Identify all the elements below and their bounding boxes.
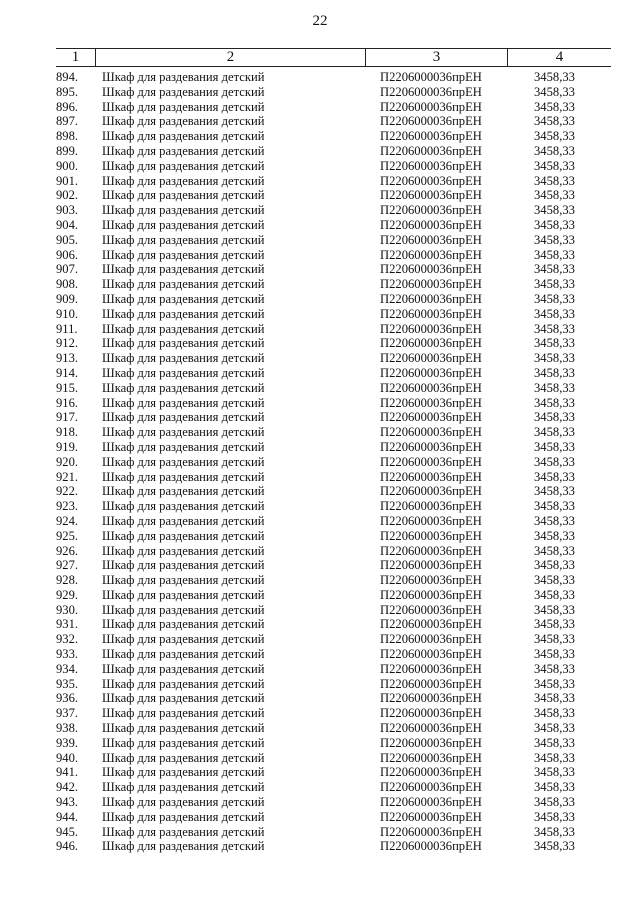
table-row [56,218,611,233]
item-name: Шкаф для раздевания детский [102,203,265,218]
table-row [56,751,611,766]
item-code: П2206000036прЕН [380,336,482,351]
table-row [56,647,611,662]
item-name: Шкаф для раздевания детский [102,735,265,750]
item-code: П2206000036прЕН [380,573,482,588]
item-name: Шкаф для раздевания детский [102,365,265,380]
item-name: Шкаф для раздевания детский [102,410,265,425]
item-code: П2206000036прЕН [380,188,482,203]
item-price: 3458,33 [534,84,575,99]
table-row [56,114,611,129]
item-price: 3458,33 [534,439,575,454]
item-code: П2206000036прЕН [380,721,482,736]
item-price: 3458,33 [534,765,575,780]
table-header [56,48,611,67]
row-number: 898. [56,129,79,144]
item-name: Шкаф для раздевания детский [102,454,265,469]
item-code: П2206000036прЕН [380,173,482,188]
header-col-4: 4 [555,49,564,65]
table-row [56,470,611,485]
item-name: Шкаф для раздевания детский [102,114,265,129]
table-row [56,603,611,618]
row-number: 929. [56,587,79,602]
table-row [56,233,611,248]
item-price: 3458,33 [534,750,575,765]
item-code: П2206000036прЕН [380,291,482,306]
item-code: П2206000036прЕН [380,602,482,617]
table-row [56,617,611,632]
item-name: Шкаф для раздевания детский [102,158,265,173]
item-code: П2206000036прЕН [380,765,482,780]
item-code: П2206000036прЕН [380,143,482,158]
item-name: Шкаф для раздевания детский [102,425,265,440]
item-price: 3458,33 [534,528,575,543]
row-number: 894. [56,70,79,84]
item-code: П2206000036прЕН [380,351,482,366]
item-code: П2206000036прЕН [380,70,482,84]
item-price: 3458,33 [534,158,575,173]
table-row [56,203,611,218]
item-code: П2206000036прЕН [380,129,482,144]
item-name: Шкаф для раздевания детский [102,380,265,395]
item-code: П2206000036прЕН [380,203,482,218]
row-number: 900. [56,158,79,173]
table-row [56,499,611,514]
item-code: П2206000036прЕН [380,543,482,558]
item-name: Шкаф для раздевания детский [102,839,265,854]
table-row [56,277,611,292]
item-name: Шкаф для раздевания детский [102,188,265,203]
row-number: 934. [56,661,79,676]
table-row [56,632,611,647]
item-name: Шкаф для раздевания детский [102,484,265,499]
item-name: Шкаф для раздевания детский [102,439,265,454]
item-code: П2206000036прЕН [380,528,482,543]
row-number: 939. [56,735,79,750]
row-number: 896. [56,99,79,114]
item-price: 3458,33 [534,824,575,839]
row-number: 903. [56,203,79,218]
row-number: 909. [56,291,79,306]
item-name: Шкаф для раздевания детский [102,780,265,795]
table-row [56,366,611,381]
row-number: 931. [56,617,79,632]
table-row [56,721,611,736]
row-number: 938. [56,721,79,736]
table-row [56,529,611,544]
row-number: 917. [56,410,79,425]
item-price: 3458,33 [534,410,575,425]
item-name: Шкаф для раздевания детский [102,765,265,780]
item-code: П2206000036прЕН [380,513,482,528]
item-code: П2206000036прЕН [380,839,482,854]
item-name: Шкаф для раздевания детский [102,291,265,306]
item-name: Шкаф для раздевания детский [102,469,265,484]
item-price: 3458,33 [534,587,575,602]
item-name: Шкаф для раздевания детский [102,321,265,336]
item-code: П2206000036прЕН [380,454,482,469]
row-number: 924. [56,513,79,528]
item-name: Шкаф для раздевания детский [102,795,265,810]
item-code: П2206000036прЕН [380,676,482,691]
item-price: 3458,33 [534,262,575,277]
table-row [56,336,611,351]
item-name: Шкаф для раздевания детский [102,306,265,321]
item-price: 3458,33 [534,661,575,676]
table-row [56,129,611,144]
item-code: П2206000036прЕН [380,632,482,647]
item-code: П2206000036прЕН [380,425,482,440]
item-code: П2206000036прЕН [380,380,482,395]
item-name: Шкаф для раздевания детский [102,173,265,188]
item-code: П2206000036прЕН [380,306,482,321]
item-name: Шкаф для раздевания детский [102,143,265,158]
item-price: 3458,33 [534,632,575,647]
item-price: 3458,33 [534,351,575,366]
item-price: 3458,33 [534,454,575,469]
table-row [56,706,611,721]
item-name: Шкаф для раздевания детский [102,543,265,558]
row-number: 915. [56,380,79,395]
item-price: 3458,33 [534,99,575,114]
item-price: 3458,33 [534,809,575,824]
row-number: 926. [56,543,79,558]
item-price: 3458,33 [534,173,575,188]
row-number: 914. [56,365,79,380]
item-name: Шкаф для раздевания детский [102,84,265,99]
row-number: 941. [56,765,79,780]
item-price: 3458,33 [534,780,575,795]
item-price: 3458,33 [534,735,575,750]
row-number: 895. [56,84,79,99]
item-code: П2206000036прЕН [380,217,482,232]
item-code: П2206000036прЕН [380,661,482,676]
item-name: Шкаф для раздевания детский [102,277,265,292]
item-price: 3458,33 [534,203,575,218]
row-number: 921. [56,469,79,484]
item-code: П2206000036прЕН [380,158,482,173]
row-number: 937. [56,706,79,721]
item-price: 3458,33 [534,188,575,203]
row-number: 911. [56,321,78,336]
row-number: 925. [56,528,79,543]
table-row [56,248,611,263]
item-code: П2206000036прЕН [380,824,482,839]
table-row [56,351,611,366]
table-row [56,100,611,115]
row-number: 907. [56,262,79,277]
item-name: Шкаф для раздевания детский [102,217,265,232]
table-row [56,322,611,337]
item-price: 3458,33 [534,484,575,499]
item-name: Шкаф для раздевания детский [102,499,265,514]
item-code: П2206000036прЕН [380,780,482,795]
item-price: 3458,33 [534,691,575,706]
table-row [56,810,611,825]
item-price: 3458,33 [534,499,575,514]
header-col-3: 3 [366,49,508,66]
item-price: 3458,33 [534,395,575,410]
table-row [56,381,611,396]
item-name: Шкаф для раздевания детский [102,528,265,543]
row-number: 927. [56,558,79,573]
item-price: 3458,33 [534,839,575,854]
table-row [56,440,611,455]
item-code: П2206000036прЕН [380,809,482,824]
item-code: П2206000036прЕН [380,587,482,602]
row-number: 936. [56,691,79,706]
item-code: П2206000036прЕН [380,439,482,454]
item-price: 3458,33 [534,795,575,810]
row-number: 940. [56,750,79,765]
item-price: 3458,33 [534,247,575,262]
item-price: 3458,33 [534,365,575,380]
item-name: Шкаф для раздевания детский [102,99,265,114]
item-code: П2206000036прЕН [380,410,482,425]
page-number: 22 [312,13,328,29]
table-row [56,425,611,440]
item-price: 3458,33 [534,469,575,484]
item-price: 3458,33 [534,602,575,617]
row-number: 899. [56,143,79,158]
inventory-table [56,48,611,854]
item-code: П2206000036прЕН [380,99,482,114]
item-price: 3458,33 [534,277,575,292]
row-number: 901. [56,173,79,188]
item-code: П2206000036прЕН [380,247,482,262]
item-price: 3458,33 [534,336,575,351]
table-row [56,514,611,529]
item-code: П2206000036прЕН [380,469,482,484]
item-code: П2206000036прЕН [380,262,482,277]
item-price: 3458,33 [534,558,575,573]
header-col-1: 1 [56,49,96,66]
table-row [56,588,611,603]
item-code: П2206000036прЕН [380,484,482,499]
table-row [56,85,611,100]
item-name: Шкаф для раздевания детский [102,661,265,676]
row-number: 922. [56,484,79,499]
table-row [56,455,611,470]
table-row [56,174,611,189]
row-number: 919. [56,439,79,454]
item-code: П2206000036прЕН [380,558,482,573]
row-number: 910. [56,306,79,321]
item-name: Шкаф для раздевания детский [102,647,265,662]
row-number: 905. [56,232,79,247]
item-price: 3458,33 [534,143,575,158]
table-row [56,736,611,751]
row-number: 933. [56,647,79,662]
item-code: П2206000036прЕН [380,750,482,765]
item-name: Шкаф для раздевания детский [102,70,265,84]
row-number: 916. [56,395,79,410]
row-number: 946. [56,839,79,854]
item-price: 3458,33 [534,306,575,321]
table-row [56,262,611,277]
row-number: 920. [56,454,79,469]
item-name: Шкаф для раздевания детский [102,721,265,736]
item-code: П2206000036прЕН [380,706,482,721]
table-row [56,484,611,499]
item-code: П2206000036прЕН [380,84,482,99]
table-row [56,410,611,425]
item-code: П2206000036прЕН [380,691,482,706]
row-number: 930. [56,602,79,617]
row-number: 923. [56,499,79,514]
item-code: П2206000036прЕН [380,114,482,129]
item-price: 3458,33 [534,573,575,588]
table-row [56,544,611,559]
table-row [56,677,611,692]
table-row [56,839,611,854]
row-number: 897. [56,114,79,129]
item-name: Шкаф для раздевания детский [102,558,265,573]
item-price: 3458,33 [534,114,575,129]
row-number: 928. [56,573,79,588]
row-number: 908. [56,277,79,292]
item-name: Шкаф для раздевания детский [102,513,265,528]
item-name: Шкаф для раздевания детский [102,247,265,262]
item-price: 3458,33 [534,513,575,528]
row-number: 912. [56,336,79,351]
row-number: 918. [56,425,79,440]
table-row [56,573,611,588]
item-name: Шкаф для раздевания детский [102,602,265,617]
table-row [56,558,611,573]
item-name: Шкаф для раздевания детский [102,809,265,824]
table-row [56,795,611,810]
item-price: 3458,33 [534,425,575,440]
item-price: 3458,33 [534,70,575,84]
item-price: 3458,33 [534,543,575,558]
table-row [56,825,611,840]
item-name: Шкаф для раздевания детский [102,632,265,647]
item-name: Шкаф для раздевания детский [102,691,265,706]
table-row [56,70,611,85]
item-code: П2206000036прЕН [380,365,482,380]
item-name: Шкаф для раздевания детский [102,351,265,366]
table-row [56,292,611,307]
item-name: Шкаф для раздевания детский [102,336,265,351]
item-code: П2206000036прЕН [380,499,482,514]
item-price: 3458,33 [534,129,575,144]
row-number: 902. [56,188,79,203]
item-code: П2206000036прЕН [380,277,482,292]
item-name: Шкаф для раздевания детский [102,395,265,410]
item-price: 3458,33 [534,617,575,632]
item-code: П2206000036прЕН [380,321,482,336]
item-price: 3458,33 [534,217,575,232]
table-row [56,765,611,780]
item-name: Шкаф для раздевания детский [102,573,265,588]
row-number: 945. [56,824,79,839]
table-row [56,662,611,677]
item-code: П2206000036прЕН [380,232,482,247]
item-name: Шкаф для раздевания детский [102,750,265,765]
row-number: 932. [56,632,79,647]
item-code: П2206000036прЕН [380,617,482,632]
item-price: 3458,33 [534,706,575,721]
item-price: 3458,33 [534,291,575,306]
item-price: 3458,33 [534,647,575,662]
item-price: 3458,33 [534,232,575,247]
table-body [56,70,611,854]
table-row [56,159,611,174]
item-name: Шкаф для раздевания детский [102,587,265,602]
table-row [56,188,611,203]
table-row [56,144,611,159]
item-code: П2206000036прЕН [380,395,482,410]
table-row [56,780,611,795]
item-code: П2206000036прЕН [380,795,482,810]
row-number: 904. [56,217,79,232]
table-row [56,396,611,411]
row-number: 913. [56,351,79,366]
row-number: 944. [56,809,79,824]
item-price: 3458,33 [534,721,575,736]
item-name: Шкаф для раздевания детский [102,824,265,839]
item-price: 3458,33 [534,321,575,336]
row-number: 943. [56,795,79,810]
table-row [56,691,611,706]
row-number: 906. [56,247,79,262]
item-name: Шкаф для раздевания детский [102,706,265,721]
item-price: 3458,33 [534,676,575,691]
item-code: П2206000036прЕН [380,735,482,750]
row-number: 935. [56,676,79,691]
table-row [56,307,611,322]
item-name: Шкаф для раздевания детский [102,129,265,144]
header-col-2: 2 [96,49,366,66]
item-name: Шкаф для раздевания детский [102,617,265,632]
item-name: Шкаф для раздевания детский [102,262,265,277]
item-name: Шкаф для раздевания детский [102,232,265,247]
item-price: 3458,33 [534,380,575,395]
item-name: Шкаф для раздевания детский [102,676,265,691]
item-code: П2206000036прЕН [380,647,482,662]
row-number: 942. [56,780,79,795]
